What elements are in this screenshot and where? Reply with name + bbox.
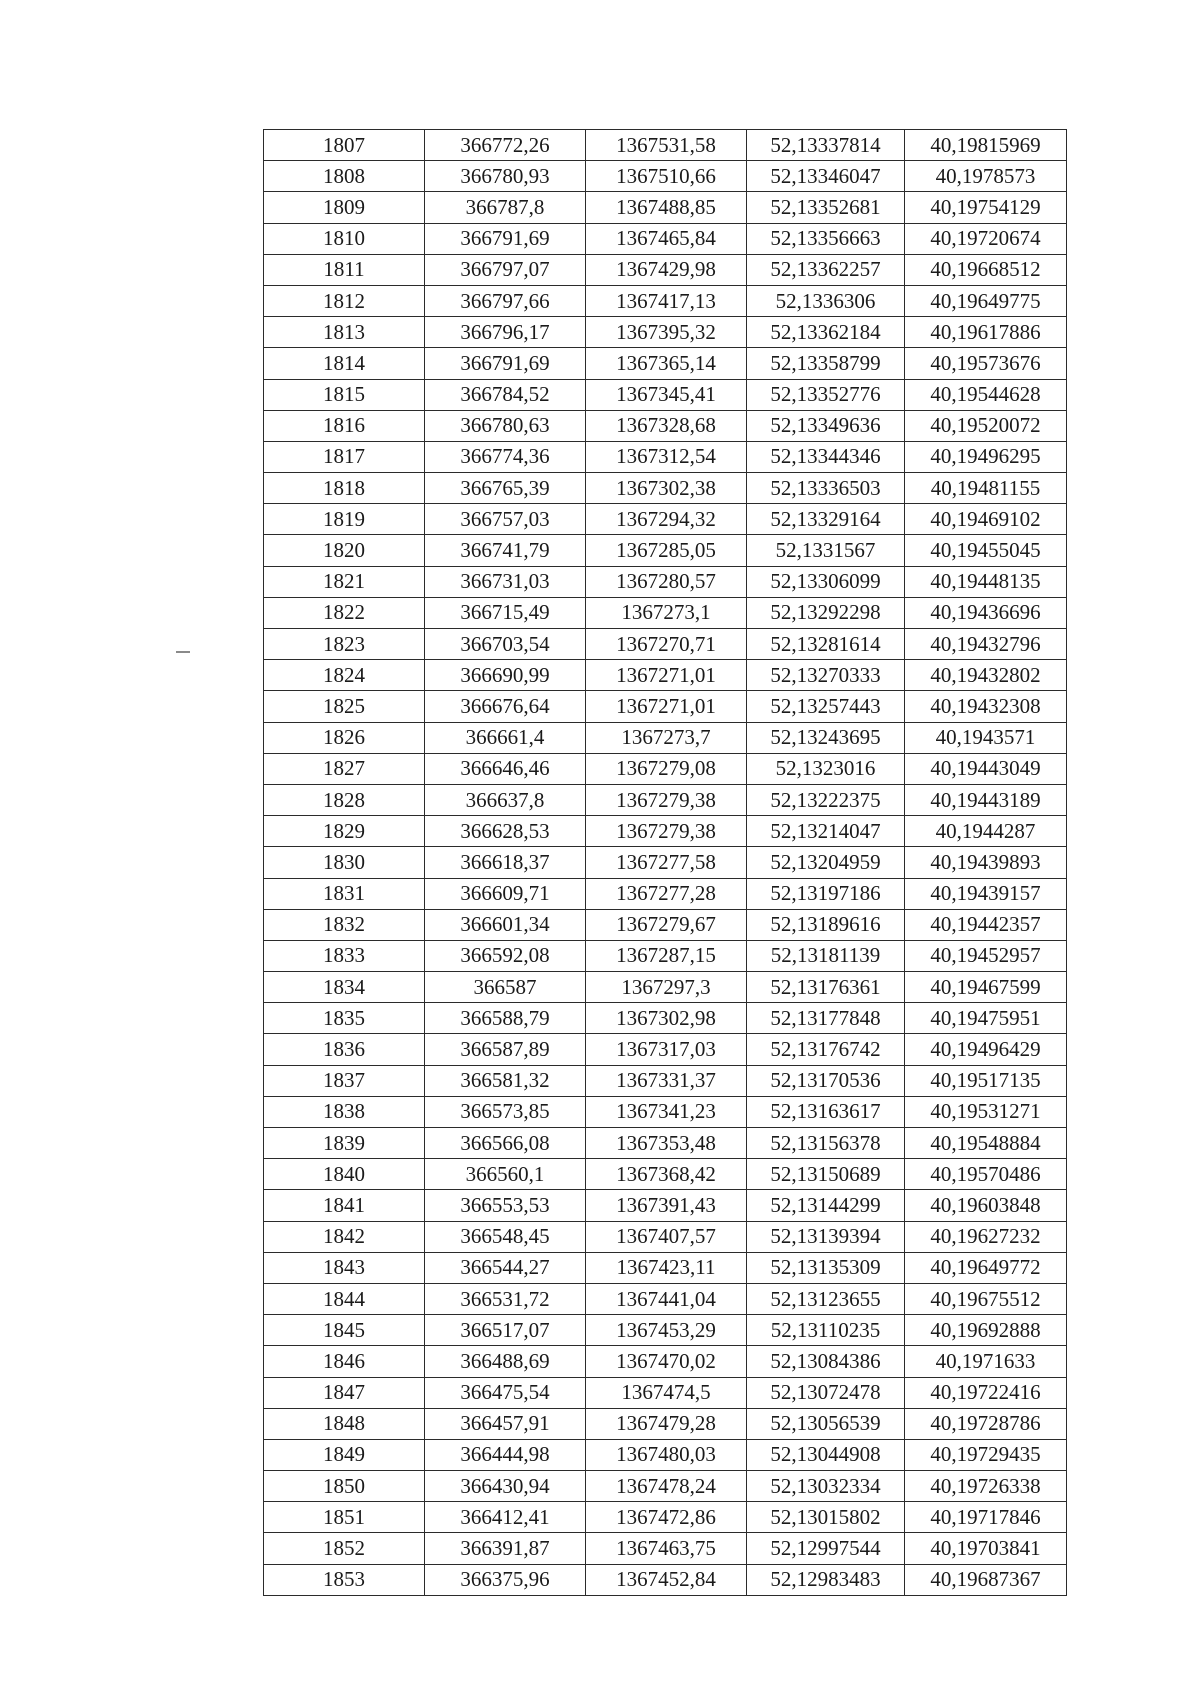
table-row — [264, 1408, 1067, 1439]
table-row — [264, 1034, 1067, 1065]
table-row — [264, 504, 1067, 535]
longitude-cell: 40,19603848 — [905, 1190, 1067, 1221]
longitude-cell: 40,19729435 — [905, 1439, 1067, 1470]
y-coordinate-cell: 1367271,01 — [586, 660, 747, 691]
table-row — [264, 972, 1067, 1003]
latitude-cell: 52,13072478 — [747, 1377, 905, 1408]
point-number-cell: 1826 — [264, 722, 425, 753]
point-number-cell: 1839 — [264, 1128, 425, 1159]
table-row — [264, 816, 1067, 847]
y-coordinate-cell: 1367279,08 — [586, 753, 747, 784]
y-coordinate-cell: 1367478,24 — [586, 1471, 747, 1502]
x-coordinate-cell: 366553,53 — [425, 1190, 586, 1221]
point-number-cell: 1832 — [264, 909, 425, 940]
point-number-cell: 1825 — [264, 691, 425, 722]
y-coordinate-cell: 1367271,01 — [586, 691, 747, 722]
longitude-cell: 40,19717846 — [905, 1502, 1067, 1533]
longitude-cell: 40,19443049 — [905, 753, 1067, 784]
latitude-cell: 52,13163617 — [747, 1096, 905, 1127]
point-number-cell: 1827 — [264, 753, 425, 784]
point-number-cell: 1822 — [264, 597, 425, 628]
latitude-cell: 52,13135309 — [747, 1252, 905, 1283]
longitude-cell: 40,19627232 — [905, 1221, 1067, 1252]
table-row — [264, 285, 1067, 316]
longitude-cell: 40,19442357 — [905, 909, 1067, 940]
longitude-cell: 40,19703841 — [905, 1533, 1067, 1564]
table-row — [264, 1502, 1067, 1533]
latitude-cell: 52,13144299 — [747, 1190, 905, 1221]
longitude-cell: 40,19726338 — [905, 1471, 1067, 1502]
y-coordinate-cell: 1367407,57 — [586, 1221, 747, 1252]
y-coordinate-cell: 1367341,23 — [586, 1096, 747, 1127]
latitude-cell: 52,13110235 — [747, 1315, 905, 1346]
table-row — [264, 691, 1067, 722]
longitude-cell: 40,19455045 — [905, 535, 1067, 566]
longitude-cell: 40,19675512 — [905, 1283, 1067, 1314]
longitude-cell: 40,19436696 — [905, 597, 1067, 628]
x-coordinate-cell: 366791,69 — [425, 348, 586, 379]
latitude-cell: 52,12997544 — [747, 1533, 905, 1564]
latitude-cell: 52,1336306 — [747, 285, 905, 316]
y-coordinate-cell: 1367353,48 — [586, 1128, 747, 1159]
point-number-cell: 1821 — [264, 566, 425, 597]
latitude-cell: 52,13306099 — [747, 566, 905, 597]
x-coordinate-cell: 366774,36 — [425, 441, 586, 472]
latitude-cell: 52,13084386 — [747, 1346, 905, 1377]
longitude-cell: 40,19548884 — [905, 1128, 1067, 1159]
y-coordinate-cell: 1367273,1 — [586, 597, 747, 628]
latitude-cell: 52,13123655 — [747, 1283, 905, 1314]
x-coordinate-cell: 366391,87 — [425, 1533, 586, 1564]
y-coordinate-cell: 1367331,37 — [586, 1065, 747, 1096]
y-coordinate-cell: 1367277,28 — [586, 878, 747, 909]
point-number-cell: 1820 — [264, 535, 425, 566]
longitude-cell: 40,1971633 — [905, 1346, 1067, 1377]
x-coordinate-cell: 366587 — [425, 972, 586, 1003]
y-coordinate-cell: 1367470,02 — [586, 1346, 747, 1377]
longitude-cell: 40,19452957 — [905, 940, 1067, 971]
table-row — [264, 878, 1067, 909]
point-number-cell: 1852 — [264, 1533, 425, 1564]
x-coordinate-cell: 366573,85 — [425, 1096, 586, 1127]
latitude-cell: 52,13243695 — [747, 722, 905, 753]
table-row — [264, 566, 1067, 597]
y-coordinate-cell: 1367488,85 — [586, 192, 747, 223]
longitude-cell: 40,19469102 — [905, 504, 1067, 535]
y-coordinate-cell: 1367285,05 — [586, 535, 747, 566]
table-row — [264, 660, 1067, 691]
table-row — [264, 410, 1067, 441]
point-number-cell: 1818 — [264, 473, 425, 504]
point-number-cell: 1815 — [264, 379, 425, 410]
x-coordinate-cell: 366375,96 — [425, 1564, 586, 1595]
table-row — [264, 379, 1067, 410]
latitude-cell: 52,13329164 — [747, 504, 905, 535]
table-row — [264, 1252, 1067, 1283]
point-number-cell: 1837 — [264, 1065, 425, 1096]
y-coordinate-cell: 1367312,54 — [586, 441, 747, 472]
latitude-cell: 52,13344346 — [747, 441, 905, 472]
longitude-cell: 40,19722416 — [905, 1377, 1067, 1408]
point-number-cell: 1853 — [264, 1564, 425, 1595]
table-row — [264, 1533, 1067, 1564]
latitude-cell: 52,13176742 — [747, 1034, 905, 1065]
point-number-cell: 1841 — [264, 1190, 425, 1221]
latitude-cell: 52,13156378 — [747, 1128, 905, 1159]
y-coordinate-cell: 1367297,3 — [586, 972, 747, 1003]
x-coordinate-cell: 366560,1 — [425, 1159, 586, 1190]
x-coordinate-cell: 366412,41 — [425, 1502, 586, 1533]
y-coordinate-cell: 1367423,11 — [586, 1252, 747, 1283]
longitude-cell: 40,19728786 — [905, 1408, 1067, 1439]
x-coordinate-cell: 366517,07 — [425, 1315, 586, 1346]
table-row — [264, 1346, 1067, 1377]
x-coordinate-cell: 366765,39 — [425, 473, 586, 504]
x-coordinate-cell: 366618,37 — [425, 847, 586, 878]
point-number-cell: 1843 — [264, 1252, 425, 1283]
longitude-cell: 40,19496295 — [905, 441, 1067, 472]
y-coordinate-cell: 1367345,41 — [586, 379, 747, 410]
x-coordinate-cell: 366601,34 — [425, 909, 586, 940]
latitude-cell: 52,13150689 — [747, 1159, 905, 1190]
longitude-cell: 40,19443189 — [905, 784, 1067, 815]
y-coordinate-cell: 1367317,03 — [586, 1034, 747, 1065]
table-row — [264, 535, 1067, 566]
y-coordinate-cell: 1367294,32 — [586, 504, 747, 535]
longitude-cell: 40,19432308 — [905, 691, 1067, 722]
longitude-cell: 40,19439157 — [905, 878, 1067, 909]
point-number-cell: 1824 — [264, 660, 425, 691]
latitude-cell: 52,13204959 — [747, 847, 905, 878]
x-coordinate-cell: 366731,03 — [425, 566, 586, 597]
y-coordinate-cell: 1367465,84 — [586, 223, 747, 254]
y-coordinate-cell: 1367280,57 — [586, 566, 747, 597]
point-number-cell: 1819 — [264, 504, 425, 535]
longitude-cell: 40,19517135 — [905, 1065, 1067, 1096]
table-row — [264, 784, 1067, 815]
longitude-cell: 40,1978573 — [905, 161, 1067, 192]
table-row — [264, 1221, 1067, 1252]
y-coordinate-cell: 1367452,84 — [586, 1564, 747, 1595]
x-coordinate-cell: 366646,46 — [425, 753, 586, 784]
x-coordinate-cell: 366488,69 — [425, 1346, 586, 1377]
x-coordinate-cell: 366430,94 — [425, 1471, 586, 1502]
table-row — [264, 1065, 1067, 1096]
latitude-cell: 52,13056539 — [747, 1408, 905, 1439]
point-number-cell: 1848 — [264, 1408, 425, 1439]
point-number-cell: 1829 — [264, 816, 425, 847]
point-number-cell: 1833 — [264, 940, 425, 971]
y-coordinate-cell: 1367302,98 — [586, 1003, 747, 1034]
longitude-cell: 40,19544628 — [905, 379, 1067, 410]
longitude-cell: 40,19467599 — [905, 972, 1067, 1003]
x-coordinate-cell: 366703,54 — [425, 629, 586, 660]
table-row — [264, 130, 1067, 161]
table-row — [264, 1377, 1067, 1408]
x-coordinate-cell: 366661,4 — [425, 722, 586, 753]
y-coordinate-cell: 1367441,04 — [586, 1283, 747, 1314]
latitude-cell: 52,13349636 — [747, 410, 905, 441]
table-row — [264, 1564, 1067, 1595]
longitude-cell: 40,19649772 — [905, 1252, 1067, 1283]
point-number-cell: 1849 — [264, 1439, 425, 1470]
latitude-cell: 52,13358799 — [747, 348, 905, 379]
x-coordinate-cell: 366676,64 — [425, 691, 586, 722]
point-number-cell: 1850 — [264, 1471, 425, 1502]
x-coordinate-cell: 366715,49 — [425, 597, 586, 628]
table-row — [264, 192, 1067, 223]
x-coordinate-cell: 366457,91 — [425, 1408, 586, 1439]
point-number-cell: 1810 — [264, 223, 425, 254]
y-coordinate-cell: 1367328,68 — [586, 410, 747, 441]
table-row — [264, 317, 1067, 348]
table-row — [264, 847, 1067, 878]
latitude-cell: 52,13170536 — [747, 1065, 905, 1096]
latitude-cell: 52,13362257 — [747, 254, 905, 285]
table-row — [264, 1096, 1067, 1127]
x-coordinate-cell: 366780,63 — [425, 410, 586, 441]
longitude-cell: 40,19496429 — [905, 1034, 1067, 1065]
x-coordinate-cell: 366581,32 — [425, 1065, 586, 1096]
point-number-cell: 1809 — [264, 192, 425, 223]
x-coordinate-cell: 366592,08 — [425, 940, 586, 971]
x-coordinate-cell: 366609,71 — [425, 878, 586, 909]
y-coordinate-cell: 1367531,58 — [586, 130, 747, 161]
table-row — [264, 1315, 1067, 1346]
longitude-cell: 40,19448135 — [905, 566, 1067, 597]
y-coordinate-cell: 1367391,43 — [586, 1190, 747, 1221]
coordinates-table — [263, 129, 1067, 1596]
point-number-cell: 1836 — [264, 1034, 425, 1065]
point-number-cell: 1828 — [264, 784, 425, 815]
x-coordinate-cell: 366796,17 — [425, 317, 586, 348]
y-coordinate-cell: 1367472,86 — [586, 1502, 747, 1533]
longitude-cell: 40,19481155 — [905, 473, 1067, 504]
table-row — [264, 348, 1067, 379]
point-number-cell: 1838 — [264, 1096, 425, 1127]
point-number-cell: 1811 — [264, 254, 425, 285]
y-coordinate-cell: 1367453,29 — [586, 1315, 747, 1346]
latitude-cell: 52,13346047 — [747, 161, 905, 192]
latitude-cell: 52,13139394 — [747, 1221, 905, 1252]
table-row — [264, 1439, 1067, 1470]
longitude-cell: 40,19649775 — [905, 285, 1067, 316]
latitude-cell: 52,1323016 — [747, 753, 905, 784]
point-number-cell: 1834 — [264, 972, 425, 1003]
point-number-cell: 1840 — [264, 1159, 425, 1190]
latitude-cell: 52,13214047 — [747, 816, 905, 847]
longitude-cell: 40,19754129 — [905, 192, 1067, 223]
point-number-cell: 1808 — [264, 161, 425, 192]
table-row — [264, 223, 1067, 254]
table-row — [264, 629, 1067, 660]
y-coordinate-cell: 1367429,98 — [586, 254, 747, 285]
x-coordinate-cell: 366588,79 — [425, 1003, 586, 1034]
longitude-cell: 40,19573676 — [905, 348, 1067, 379]
latitude-cell: 52,13352681 — [747, 192, 905, 223]
table-row — [264, 597, 1067, 628]
point-number-cell: 1846 — [264, 1346, 425, 1377]
point-number-cell: 1851 — [264, 1502, 425, 1533]
table-row — [264, 1283, 1067, 1314]
table-row — [264, 940, 1067, 971]
y-coordinate-cell: 1367287,15 — [586, 940, 747, 971]
x-coordinate-cell: 366797,66 — [425, 285, 586, 316]
latitude-cell: 52,13197186 — [747, 878, 905, 909]
latitude-cell: 52,13044908 — [747, 1439, 905, 1470]
y-coordinate-cell: 1367277,58 — [586, 847, 747, 878]
longitude-cell: 40,19520072 — [905, 410, 1067, 441]
latitude-cell: 52,13181139 — [747, 940, 905, 971]
latitude-cell: 52,13257443 — [747, 691, 905, 722]
y-coordinate-cell: 1367480,03 — [586, 1439, 747, 1470]
latitude-cell: 52,13356663 — [747, 223, 905, 254]
table-row — [264, 1471, 1067, 1502]
latitude-cell: 52,13336503 — [747, 473, 905, 504]
point-number-cell: 1835 — [264, 1003, 425, 1034]
point-number-cell: 1807 — [264, 130, 425, 161]
longitude-cell: 40,19475951 — [905, 1003, 1067, 1034]
y-coordinate-cell: 1367279,38 — [586, 816, 747, 847]
table-row — [264, 473, 1067, 504]
y-coordinate-cell: 1367279,67 — [586, 909, 747, 940]
point-number-cell: 1831 — [264, 878, 425, 909]
point-number-cell: 1847 — [264, 1377, 425, 1408]
table-row — [264, 1159, 1067, 1190]
longitude-cell: 40,19720674 — [905, 223, 1067, 254]
longitude-cell: 40,19668512 — [905, 254, 1067, 285]
table-row — [264, 753, 1067, 784]
point-number-cell: 1812 — [264, 285, 425, 316]
x-coordinate-cell: 366628,53 — [425, 816, 586, 847]
x-coordinate-cell: 366791,69 — [425, 223, 586, 254]
point-number-cell: 1844 — [264, 1283, 425, 1314]
x-coordinate-cell: 366531,72 — [425, 1283, 586, 1314]
longitude-cell: 40,19570486 — [905, 1159, 1067, 1190]
point-number-cell: 1823 — [264, 629, 425, 660]
point-number-cell: 1814 — [264, 348, 425, 379]
latitude-cell: 52,12983483 — [747, 1564, 905, 1595]
latitude-cell: 52,13362184 — [747, 317, 905, 348]
x-coordinate-cell: 366548,45 — [425, 1221, 586, 1252]
x-coordinate-cell: 366690,99 — [425, 660, 586, 691]
x-coordinate-cell: 366757,03 — [425, 504, 586, 535]
point-number-cell: 1816 — [264, 410, 425, 441]
y-coordinate-cell: 1367273,7 — [586, 722, 747, 753]
x-coordinate-cell: 366544,27 — [425, 1252, 586, 1283]
x-coordinate-cell: 366741,79 — [425, 535, 586, 566]
y-coordinate-cell: 1367270,71 — [586, 629, 747, 660]
y-coordinate-cell: 1367302,38 — [586, 473, 747, 504]
latitude-cell: 52,13032334 — [747, 1471, 905, 1502]
latitude-cell: 52,13270333 — [747, 660, 905, 691]
longitude-cell: 40,19687367 — [905, 1564, 1067, 1595]
longitude-cell: 40,19692888 — [905, 1315, 1067, 1346]
scan-artifact-mark — [176, 651, 190, 653]
x-coordinate-cell: 366475,54 — [425, 1377, 586, 1408]
latitude-cell: 52,13015802 — [747, 1502, 905, 1533]
y-coordinate-cell: 1367365,14 — [586, 348, 747, 379]
longitude-cell: 40,19531271 — [905, 1096, 1067, 1127]
table-row — [264, 1003, 1067, 1034]
table-row — [264, 909, 1067, 940]
table-row — [264, 161, 1067, 192]
y-coordinate-cell: 1367510,66 — [586, 161, 747, 192]
x-coordinate-cell: 366784,52 — [425, 379, 586, 410]
longitude-cell: 40,1944287 — [905, 816, 1067, 847]
latitude-cell: 52,13222375 — [747, 784, 905, 815]
x-coordinate-cell: 366587,89 — [425, 1034, 586, 1065]
longitude-cell: 40,1943571 — [905, 722, 1067, 753]
longitude-cell: 40,19432802 — [905, 660, 1067, 691]
x-coordinate-cell: 366772,26 — [425, 130, 586, 161]
longitude-cell: 40,19439893 — [905, 847, 1067, 878]
longitude-cell: 40,19432796 — [905, 629, 1067, 660]
latitude-cell: 52,13176361 — [747, 972, 905, 1003]
point-number-cell: 1842 — [264, 1221, 425, 1252]
y-coordinate-cell: 1367279,38 — [586, 784, 747, 815]
point-number-cell: 1813 — [264, 317, 425, 348]
x-coordinate-cell: 366797,07 — [425, 254, 586, 285]
latitude-cell: 52,13292298 — [747, 597, 905, 628]
table-row — [264, 1190, 1067, 1221]
point-number-cell: 1830 — [264, 847, 425, 878]
longitude-cell: 40,19617886 — [905, 317, 1067, 348]
latitude-cell: 52,13177848 — [747, 1003, 905, 1034]
latitude-cell: 52,1331567 — [747, 535, 905, 566]
x-coordinate-cell: 366780,93 — [425, 161, 586, 192]
latitude-cell: 52,13352776 — [747, 379, 905, 410]
y-coordinate-cell: 1367479,28 — [586, 1408, 747, 1439]
latitude-cell: 52,13281614 — [747, 629, 905, 660]
table-row — [264, 722, 1067, 753]
x-coordinate-cell: 366566,08 — [425, 1128, 586, 1159]
y-coordinate-cell: 1367474,5 — [586, 1377, 747, 1408]
x-coordinate-cell: 366637,8 — [425, 784, 586, 815]
table-body — [264, 130, 1067, 1596]
longitude-cell: 40,19815969 — [905, 130, 1067, 161]
table-row — [264, 441, 1067, 472]
y-coordinate-cell: 1367463,75 — [586, 1533, 747, 1564]
x-coordinate-cell: 366787,8 — [425, 192, 586, 223]
y-coordinate-cell: 1367417,13 — [586, 285, 747, 316]
table-row — [264, 254, 1067, 285]
point-number-cell: 1817 — [264, 441, 425, 472]
y-coordinate-cell: 1367395,32 — [586, 317, 747, 348]
latitude-cell: 52,13337814 — [747, 130, 905, 161]
latitude-cell: 52,13189616 — [747, 909, 905, 940]
table-row — [264, 1128, 1067, 1159]
y-coordinate-cell: 1367368,42 — [586, 1159, 747, 1190]
x-coordinate-cell: 366444,98 — [425, 1439, 586, 1470]
point-number-cell: 1845 — [264, 1315, 425, 1346]
